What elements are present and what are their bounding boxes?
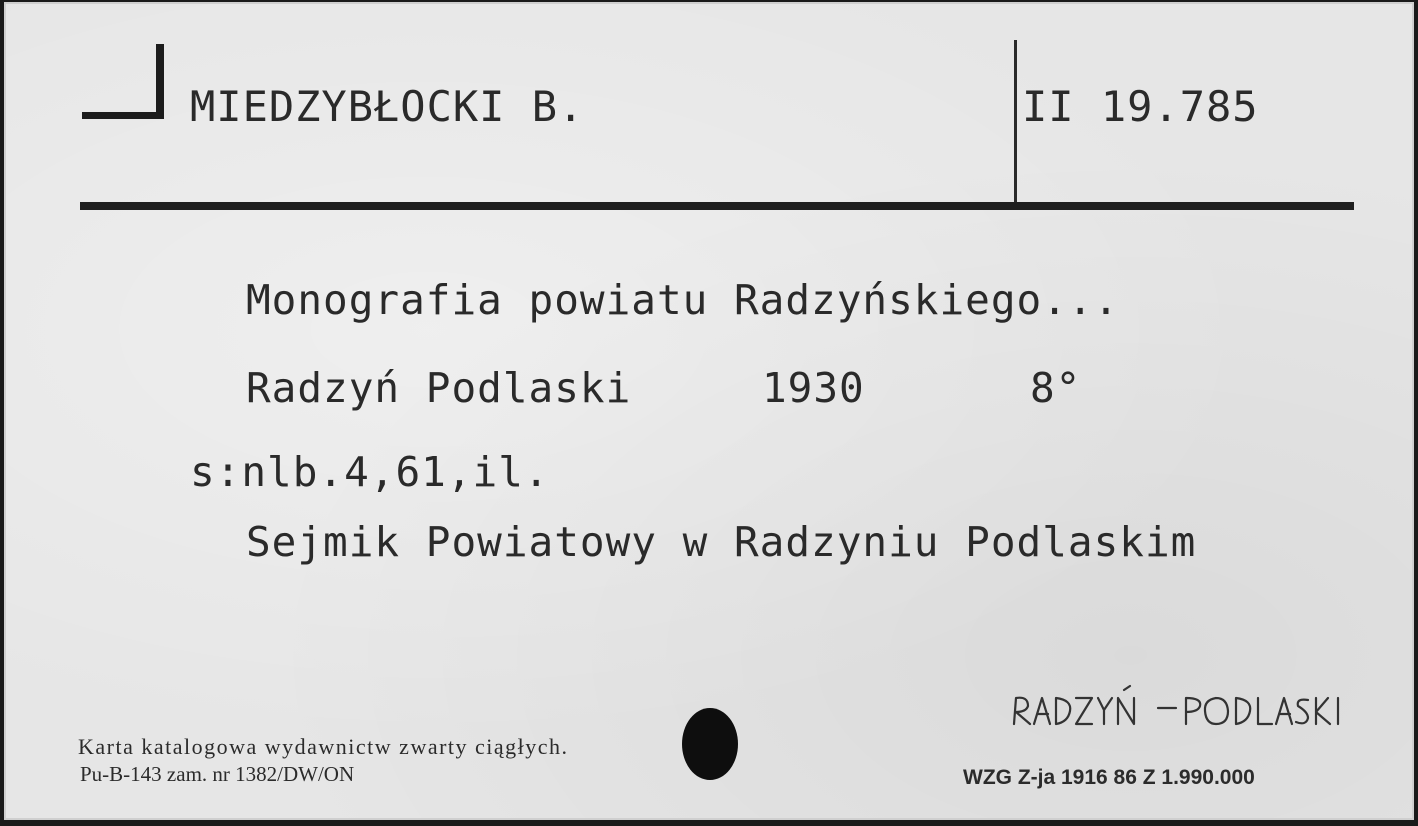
punch-hole (682, 708, 738, 780)
corner-mark-horizontal (82, 112, 164, 119)
signature-divider (1014, 40, 1017, 202)
book-format: 8° (1030, 364, 1082, 412)
handwritten-note (1008, 684, 1368, 734)
publication-place: Radzyń Podlaski (246, 364, 632, 412)
book-title: Monografia powiatu Radzyńskiego... (246, 276, 1120, 324)
footer-card-type: Karta katalogowa wydawnictw zwarty ciągłych. (78, 734, 569, 759)
author-heading: MIEDZYBŁOCKI B. (190, 82, 585, 131)
publication-year: 1930 (762, 364, 865, 412)
shelf-signature: II 19.785 (1022, 82, 1259, 131)
catalog-card (4, 2, 1414, 820)
corner-mark-vertical (156, 44, 164, 118)
pagination: s:nlb.4,61,il. (190, 448, 550, 496)
footer-order-number: Pu-B-143 zam. nr 1382/DW/ON (80, 762, 355, 786)
publisher: Sejmik Powiatowy w Radzyniu Podlaskim (246, 518, 1197, 566)
footer-printer: WZG Z-ja 1916 86 Z 1.990.000 (963, 766, 1255, 789)
heading-rule (80, 202, 1354, 210)
